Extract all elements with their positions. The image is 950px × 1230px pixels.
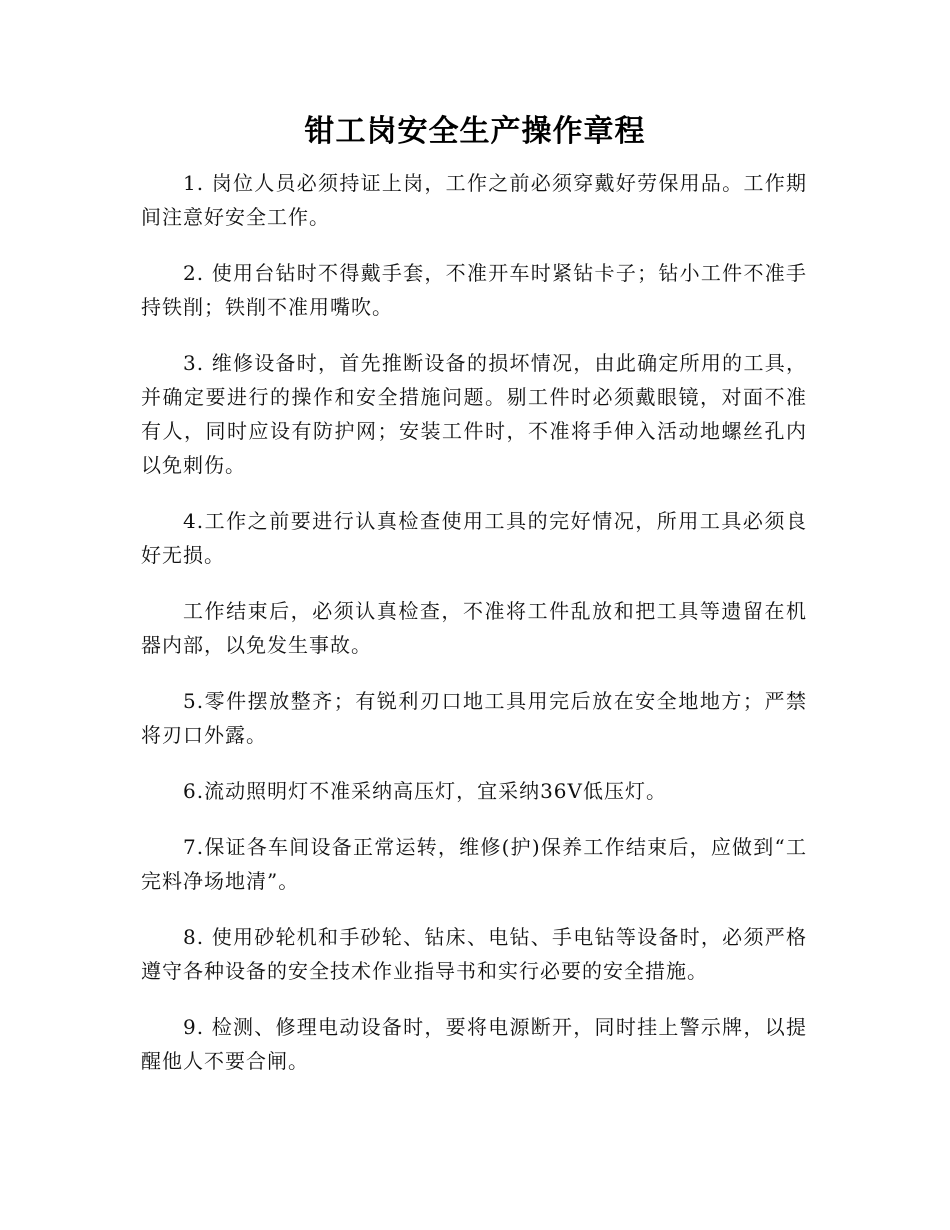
paragraph-6: 6.流动照明灯不准采纳高压灯，宜采纳36V低压灯。 (183, 779, 667, 803)
paragraph-7: 7.保证各车间设备正常运转，维修(护)保养工作结束后，应做到“工完料净场地清”。 (141, 835, 807, 893)
paragraph-5: 5.零件摆放整齐；有锐利刃口地工具用完后放在安全地地方；严禁将刃口外露。 (141, 689, 807, 747)
paragraph-4: 4.工作之前要进行认真检查使用工具的完好情况，所用工具必须良好无损。 (141, 509, 807, 567)
document-body (141, 166, 807, 1100)
paragraph-2: 2. 使用台钻时不得戴手套，不准开车时紧钻卡子；钻小工件不准手持铁削；铁削不准用嘴吹。 (141, 261, 807, 319)
document-title: 钳工岗安全生产操作章程 (304, 114, 646, 149)
paragraph-3: 3. 维修设备时，首先推断设备的损坏情况，由此确定所用的工具，并确定要进行的操作和安全措施问题。剔工件时必须戴眼镜，对面不准有人，同时应设有防护网；安装工件时，不准将手伸入活动地螺丝孔内以免刺伤。 (141, 351, 807, 477)
paragraph-1: 1. 岗位人员必须持证上岗，工作之前必须穿戴好劳保用品。工作期间注意好安全工作。 (141, 171, 807, 229)
paragraph-4-continued: 工作结束后，必须认真检查，不准将工件乱放和把工具等遗留在机器内部，以免发生事故。 (141, 599, 807, 657)
paragraph-9: 9. 检测、修理电动设备时，要将电源断开，同时挂上警示牌，以提醒他人不要合闸。 (141, 1015, 807, 1073)
paragraph-8: 8. 使用砂轮机和手砂轮、钻床、电钻、手电钻等设备时，必须严格遵守各种设备的安全技术作业指导书和实行必要的安全措施。 (141, 925, 807, 983)
